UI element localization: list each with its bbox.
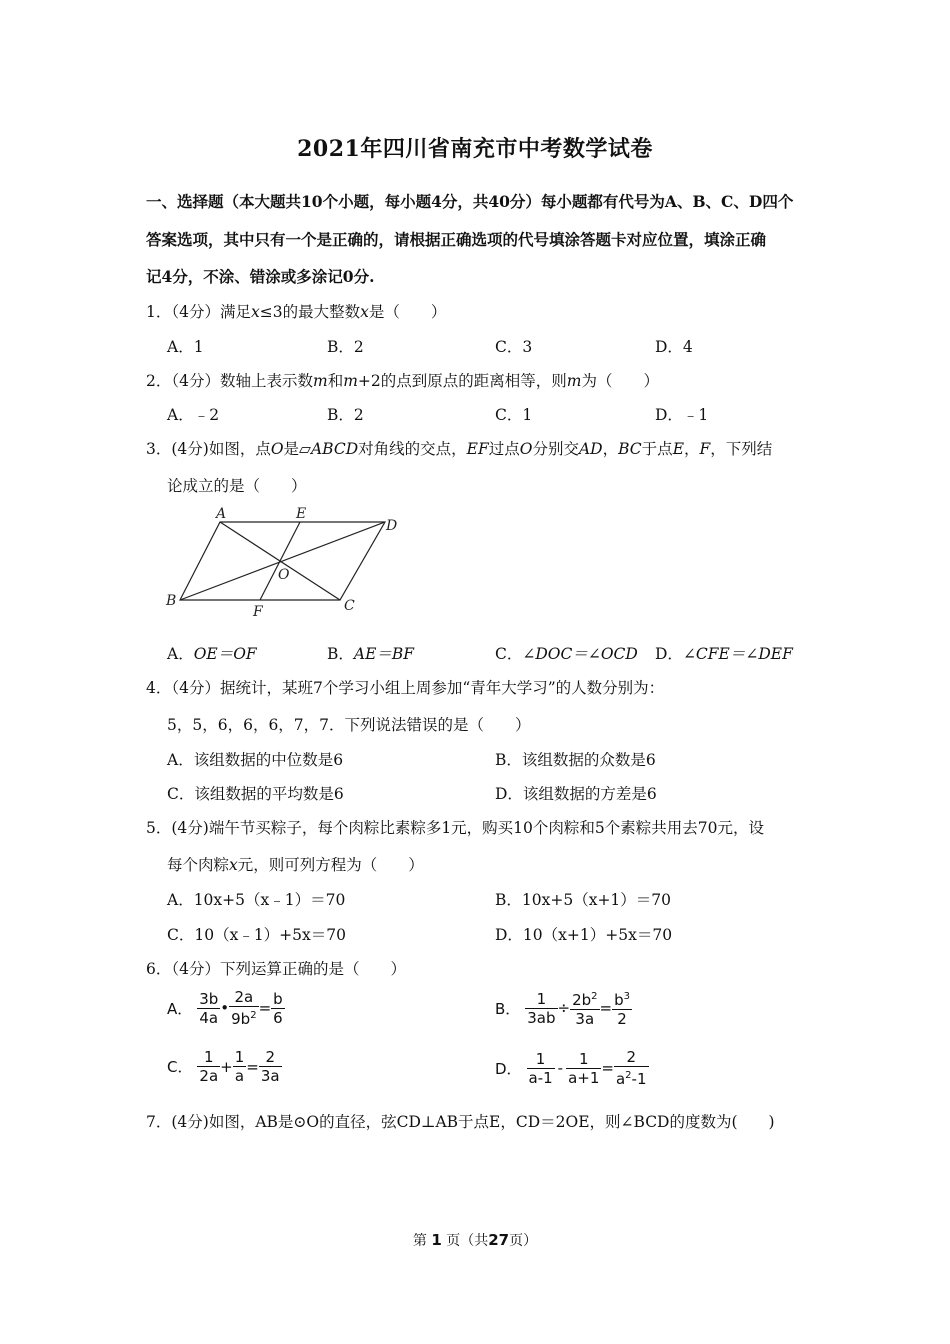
q4-option-d: D．该组数据的方差是6 xyxy=(495,785,657,803)
label-f: F xyxy=(253,604,263,620)
question-7-stem: 7．(4分)如图，AB是⊙O的直径，弦CD⊥AB于点E，CD＝2OE，则∠BCD的度数为( ) xyxy=(146,1113,775,1131)
label-c: C xyxy=(344,598,355,614)
fraction: $\frac{3b}{4a}$ xyxy=(199,989,219,1027)
fraction: $\frac{b}{6}$ xyxy=(273,989,283,1027)
page-title: 2021年四川省南充市中考数学试卷 xyxy=(297,136,653,162)
question-3-stem-line1: 3．(4分)如图，点O是▱ABCD对角线的交点，EF过点O分别交AD，BC于点E，F，下列结 xyxy=(146,440,773,458)
label-o: O xyxy=(278,567,290,583)
q3-option-d: D．∠CFE＝∠DEF xyxy=(655,645,793,663)
section-heading-line1: 一、选择题（本大题共10个小题，每小题4分，共40分）每小题都有代号为A、B、C、D四个 xyxy=(146,192,794,211)
q5-option-c: C．10（x﹣1）+5x＝70 xyxy=(167,926,346,944)
q2-option-d: D．﹣1 xyxy=(655,406,709,424)
q4-option-a: A．该组数据的中位数是6 xyxy=(167,751,344,769)
fraction: $\frac{1}{a+1}$ xyxy=(568,1049,600,1087)
q5-option-b: B．10x+5（x+1）＝70 xyxy=(495,891,672,909)
q2-option-c: C．1 xyxy=(495,406,533,424)
q1-option-d: D．4 xyxy=(655,338,693,356)
label-a: A xyxy=(216,506,227,522)
fraction: $\frac{b^3}{2}$ xyxy=(612,988,632,1028)
question-2-stem: 2．（4分）数轴上表示数m和m+2的点到原点的距离相等，则m为（ ） xyxy=(146,372,659,390)
q1-option-b: B．2 xyxy=(327,338,364,356)
label-d: D xyxy=(386,518,398,534)
q3-option-a: A．OE＝OF xyxy=(167,645,257,663)
q6-option-b: B． $\frac{1}{3ab}$ ÷ $\frac{2b^2}{3a}$ = $\frac{b^3}{2}$ xyxy=(495,989,631,1028)
question-1-stem: 1．（4分）满足x≤3的最大整数x是（ ） xyxy=(146,303,447,321)
q6-option-d: D． $\frac{1}{a-1}$ - $\frac{1}{a+1}$ = $\frac{2}{a^2-1}$ xyxy=(495,1048,647,1088)
q6-option-a: A． $\frac{3b}{4a}$ • $\frac{2a}{9b^2}$ = $\frac{b}{6}$ xyxy=(167,988,283,1028)
question-6-stem: 6．（4分）下列运算正确的是（ ） xyxy=(146,960,406,978)
q4-option-b: B．该组数据的众数是6 xyxy=(495,751,656,769)
q1-option-c: C．3 xyxy=(495,338,533,356)
fraction: $\frac{2}{a^2-1}$ xyxy=(615,1048,647,1088)
q2-option-b: B．2 xyxy=(327,406,364,424)
q6-option-c: C． $\frac{1}{2a}$ + $\frac{1}{a}$ = $\frac{2}{3a}$ xyxy=(167,1048,280,1085)
q1-option-a: A．1 xyxy=(167,338,204,356)
fraction: $\frac{1}{a-1}$ xyxy=(528,1049,553,1087)
question-5-stem-line2: 每个肉粽x元，则可列方程为（ ） xyxy=(167,856,424,874)
q3-option-c: C．∠DOC＝∠OCD xyxy=(495,645,638,663)
q2-option-a: A．﹣2 xyxy=(167,406,220,424)
fraction: $\frac{2b^2}{3a}$ xyxy=(570,988,599,1028)
page-footer: 第 1 页（共27页） xyxy=(412,1231,538,1249)
question-4-stem-line1: 4．（4分）据统计，某班7个学习小组上周参加“青年大学习”的人数分别为： xyxy=(146,679,665,697)
fraction: $\frac{1}{3ab}$ xyxy=(527,989,556,1027)
q5-option-a: A．10x+5（x﹣1）＝70 xyxy=(167,891,346,909)
label-e: E xyxy=(296,506,307,522)
fraction: $\frac{1}{a}$ xyxy=(234,1048,245,1085)
question-4-stem-line2: 5，5，6，6，6，7，7．下列说法错误的是（ ） xyxy=(167,716,531,734)
segment-ef xyxy=(260,522,300,600)
section-heading-line2: 答案选项，其中只有一个是正确的，请根据正确选项的代号填涂答题卡对应位置，填涂正确 xyxy=(146,230,767,249)
question-3-stem-line2: 论成立的是（ ） xyxy=(167,477,307,495)
section-heading-line3: 记4分，不涂、错涂或多涂记0分. xyxy=(146,267,375,286)
fraction: $\frac{1}{2a}$ xyxy=(199,1048,219,1085)
question-5-stem-line1: 5．(4分)端午节买粽子，每个肉粽比素粽多1元，购买10个肉粽和5个素粽共用去70元，设 xyxy=(146,819,764,837)
q3-option-b: B．AE＝BF xyxy=(327,645,415,663)
parallelogram-figure xyxy=(160,500,420,625)
q4-option-c: C．该组数据的平均数是6 xyxy=(167,785,344,803)
q5-option-d: D．10（x+1）+5x＝70 xyxy=(495,926,673,944)
fraction: $\frac{2a}{9b^2}$ xyxy=(231,988,257,1028)
fraction: $\frac{2}{3a}$ xyxy=(260,1048,280,1085)
label-b: B xyxy=(166,593,177,609)
diagonal-bd xyxy=(180,522,385,600)
